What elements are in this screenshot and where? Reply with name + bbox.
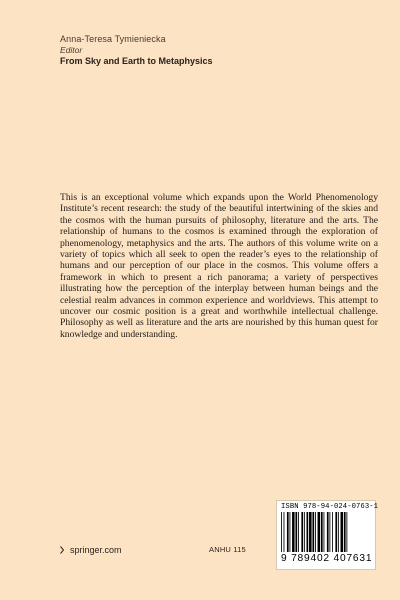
barcode-bar [301,512,303,552]
barcode-bar [298,512,299,552]
book-title: From Sky and Earth to Metaphysics [60,56,213,66]
barcode-bar [341,512,344,552]
barcode-bar [324,512,325,552]
barcode-bar [309,512,312,552]
barcode-bar [344,512,346,552]
barcode-bar [335,512,337,552]
series-code: ANHU 115 [209,545,246,554]
barcode-bar [327,512,329,552]
blurb [60,192,378,340]
barcode-bar [321,512,323,552]
chevron-right-icon [60,546,64,554]
barcode-bar [281,512,282,552]
editor-role: Editor [60,45,83,55]
barcode-bar [304,512,305,552]
barcode-bar [312,512,314,552]
barcode-bar [346,512,347,552]
isbn-label: ISBN 978-94-024-0763-1 [281,503,379,511]
barcode-bar [338,512,339,552]
barcode-bar [284,512,285,552]
barcode-bar [315,512,316,552]
barcode-bar [290,512,291,552]
footer [60,545,122,555]
publisher-url[interactable]: springer.com [70,545,122,555]
barcode [281,512,373,552]
barcode-bar [332,512,333,552]
barcode-bar [292,512,295,552]
barcode-box [276,500,379,570]
barcode-bar [329,512,330,552]
editor-name: Anna-Teresa Tymieniecka [60,34,166,44]
barcode-bar [295,512,297,552]
barcode-bar [318,512,321,552]
barcode-bar [307,512,309,552]
blurb-text: This is an exceptional volume which expands upon the World Phenomenology Institute’s recent research: the study of the beautiful intertwining of the skies and the cosmos with the human pursuits of philosophy, literature and the arts. The relationship of humans to the cosmos is examined through the exploration of phenomenology, metaphysics and the arts. The authors of this volume write on a variety of topics which all seek to open the reader’s eyes to the relationship of humans and our perception of our place in the cosmos. This volume offers a framework in which to present a rich panorama; a variety of perspectives illustrating how the perception of the interplay between human beings and the celestial realm advances in common experience and worldviews. This attempt to uncover our cosmic position is a great and worthwhile intellectual challenge. Philosophy as well as literature and the arts are nourished by this human quest for knowledge and understanding. [60,192,378,340]
header [60,34,320,67]
barcode-digits: 9 789402 407631 [281,553,373,564]
barcode-bar [287,512,289,552]
